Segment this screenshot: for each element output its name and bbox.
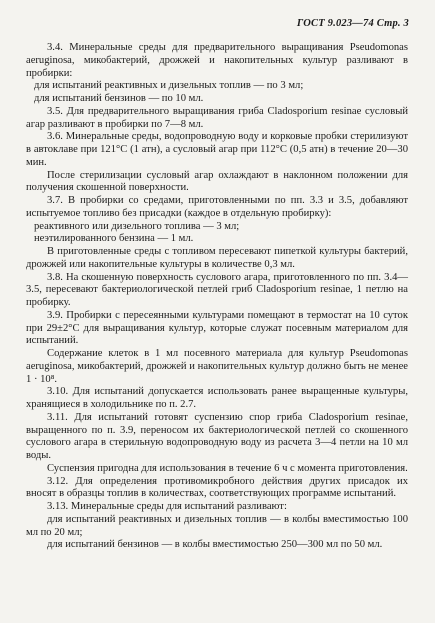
paragraph-3-7: 3.7. В пробирки со средами, приготовленными по пп. 3.3 и 3.5, добавляют испытуемое топливо без присадки (каждое в отдельную пробирку):	[26, 195, 408, 219]
paragraph-list-item: для испытаний реактивных и дизельных топлив — по 3 мл;	[34, 80, 304, 92]
paragraph-3-6: 3.6. Минеральные среды, водопроводную воду и корковые пробки стерилизуют в автоклаве при 121°С (1 атн), а сусловый агар при 112°С (0,5 атн) в течение 20—30 мин.	[26, 131, 408, 168]
paragraph: В приготовленные среды с топливом пересевают пипеткой культуры бактерий, дрожжей или накопительные культуры в количестве 0,3 мл.	[26, 246, 408, 270]
paragraph: Суспензия пригодна для использования в течение 6 ч с момента приготовления.	[47, 462, 408, 474]
paragraph-3-8: 3.8. На скошенную поверхность суслового агара, приготовленного по пп. 3.4—3.5, пересевают бактериологической петлей гриб Cladosporium resinae, 1 петлю на пробирку.	[26, 271, 408, 308]
paragraph: Содержание клеток в 1 мл посевного материала для культур Pseudomonas aeruginosa, микобактерий, дрожжей и накопительных культур должно быть не менее 1 · 10⁸.	[26, 348, 408, 385]
paragraph-3-5: 3.5. Для предварительного выращивания гриба Cladosporium resinae сусловый агар разливают в пробирки по 7—8 мл.	[26, 105, 408, 130]
paragraph: для испытаний реактивных и дизельных топлив — в колбы вместимостью 100 мл по 20 мл;	[26, 513, 408, 538]
paragraph-3-4: 3.4. Минеральные среды для предварительного выращивания Pseudomonas aeruginosa, микобактерий, дрожжей и накопительных культур разливают в пробирки:	[26, 42, 408, 79]
paragraph-3-11: 3.11. Для испытаний готовят суспензию спор гриба Cladosporium resinae, выращенного по п. 3.9, переносом их бактериологической петлей со скошенного суслового агара в стерильную водопроводную воду из расчета 3—4 петли на 10 мл воды.	[26, 411, 408, 461]
paragraph-list-item: реактивного или дизельного топлива — 3 мл;	[34, 220, 240, 232]
paragraph-3-10: 3.10. Для испытаний допускается использовать ранее выращенные культуры, хранящиеся в холодильнике по п. 2.7.	[26, 386, 408, 410]
paragraph: для испытаний бензинов — в колбы вместимостью 250—300 мл по 50 мл.	[47, 539, 383, 551]
paragraph: После стерилизации сусловый агар охлаждают в наклонном положении для получения скошенной поверхности.	[26, 169, 408, 194]
paragraph-3-13: 3.13. Минеральные среды для испытаний разливают:	[47, 501, 287, 512]
paragraph-list-item: для испытаний бензинов — по 10 мл.	[34, 93, 204, 104]
page-header: ГОСТ 9.023—74 Стр. 3	[296, 18, 409, 29]
paragraph-3-9: 3.9. Пробирки с пересеянными культурами помещают в термостат на 10 суток при 29±2°С для выращивания культур, которые служат посевным материалом для испытаний.	[26, 309, 408, 347]
paragraph-list-item: неэтилированного бензина — 1 мл.	[34, 233, 194, 245]
paragraph-3-12: 3.12. Для определения противомикробного действия других присадок их вносят в образцы топлив в количествах, соответствующих программе испытаний.	[26, 475, 408, 500]
document-body	[26, 42, 408, 552]
